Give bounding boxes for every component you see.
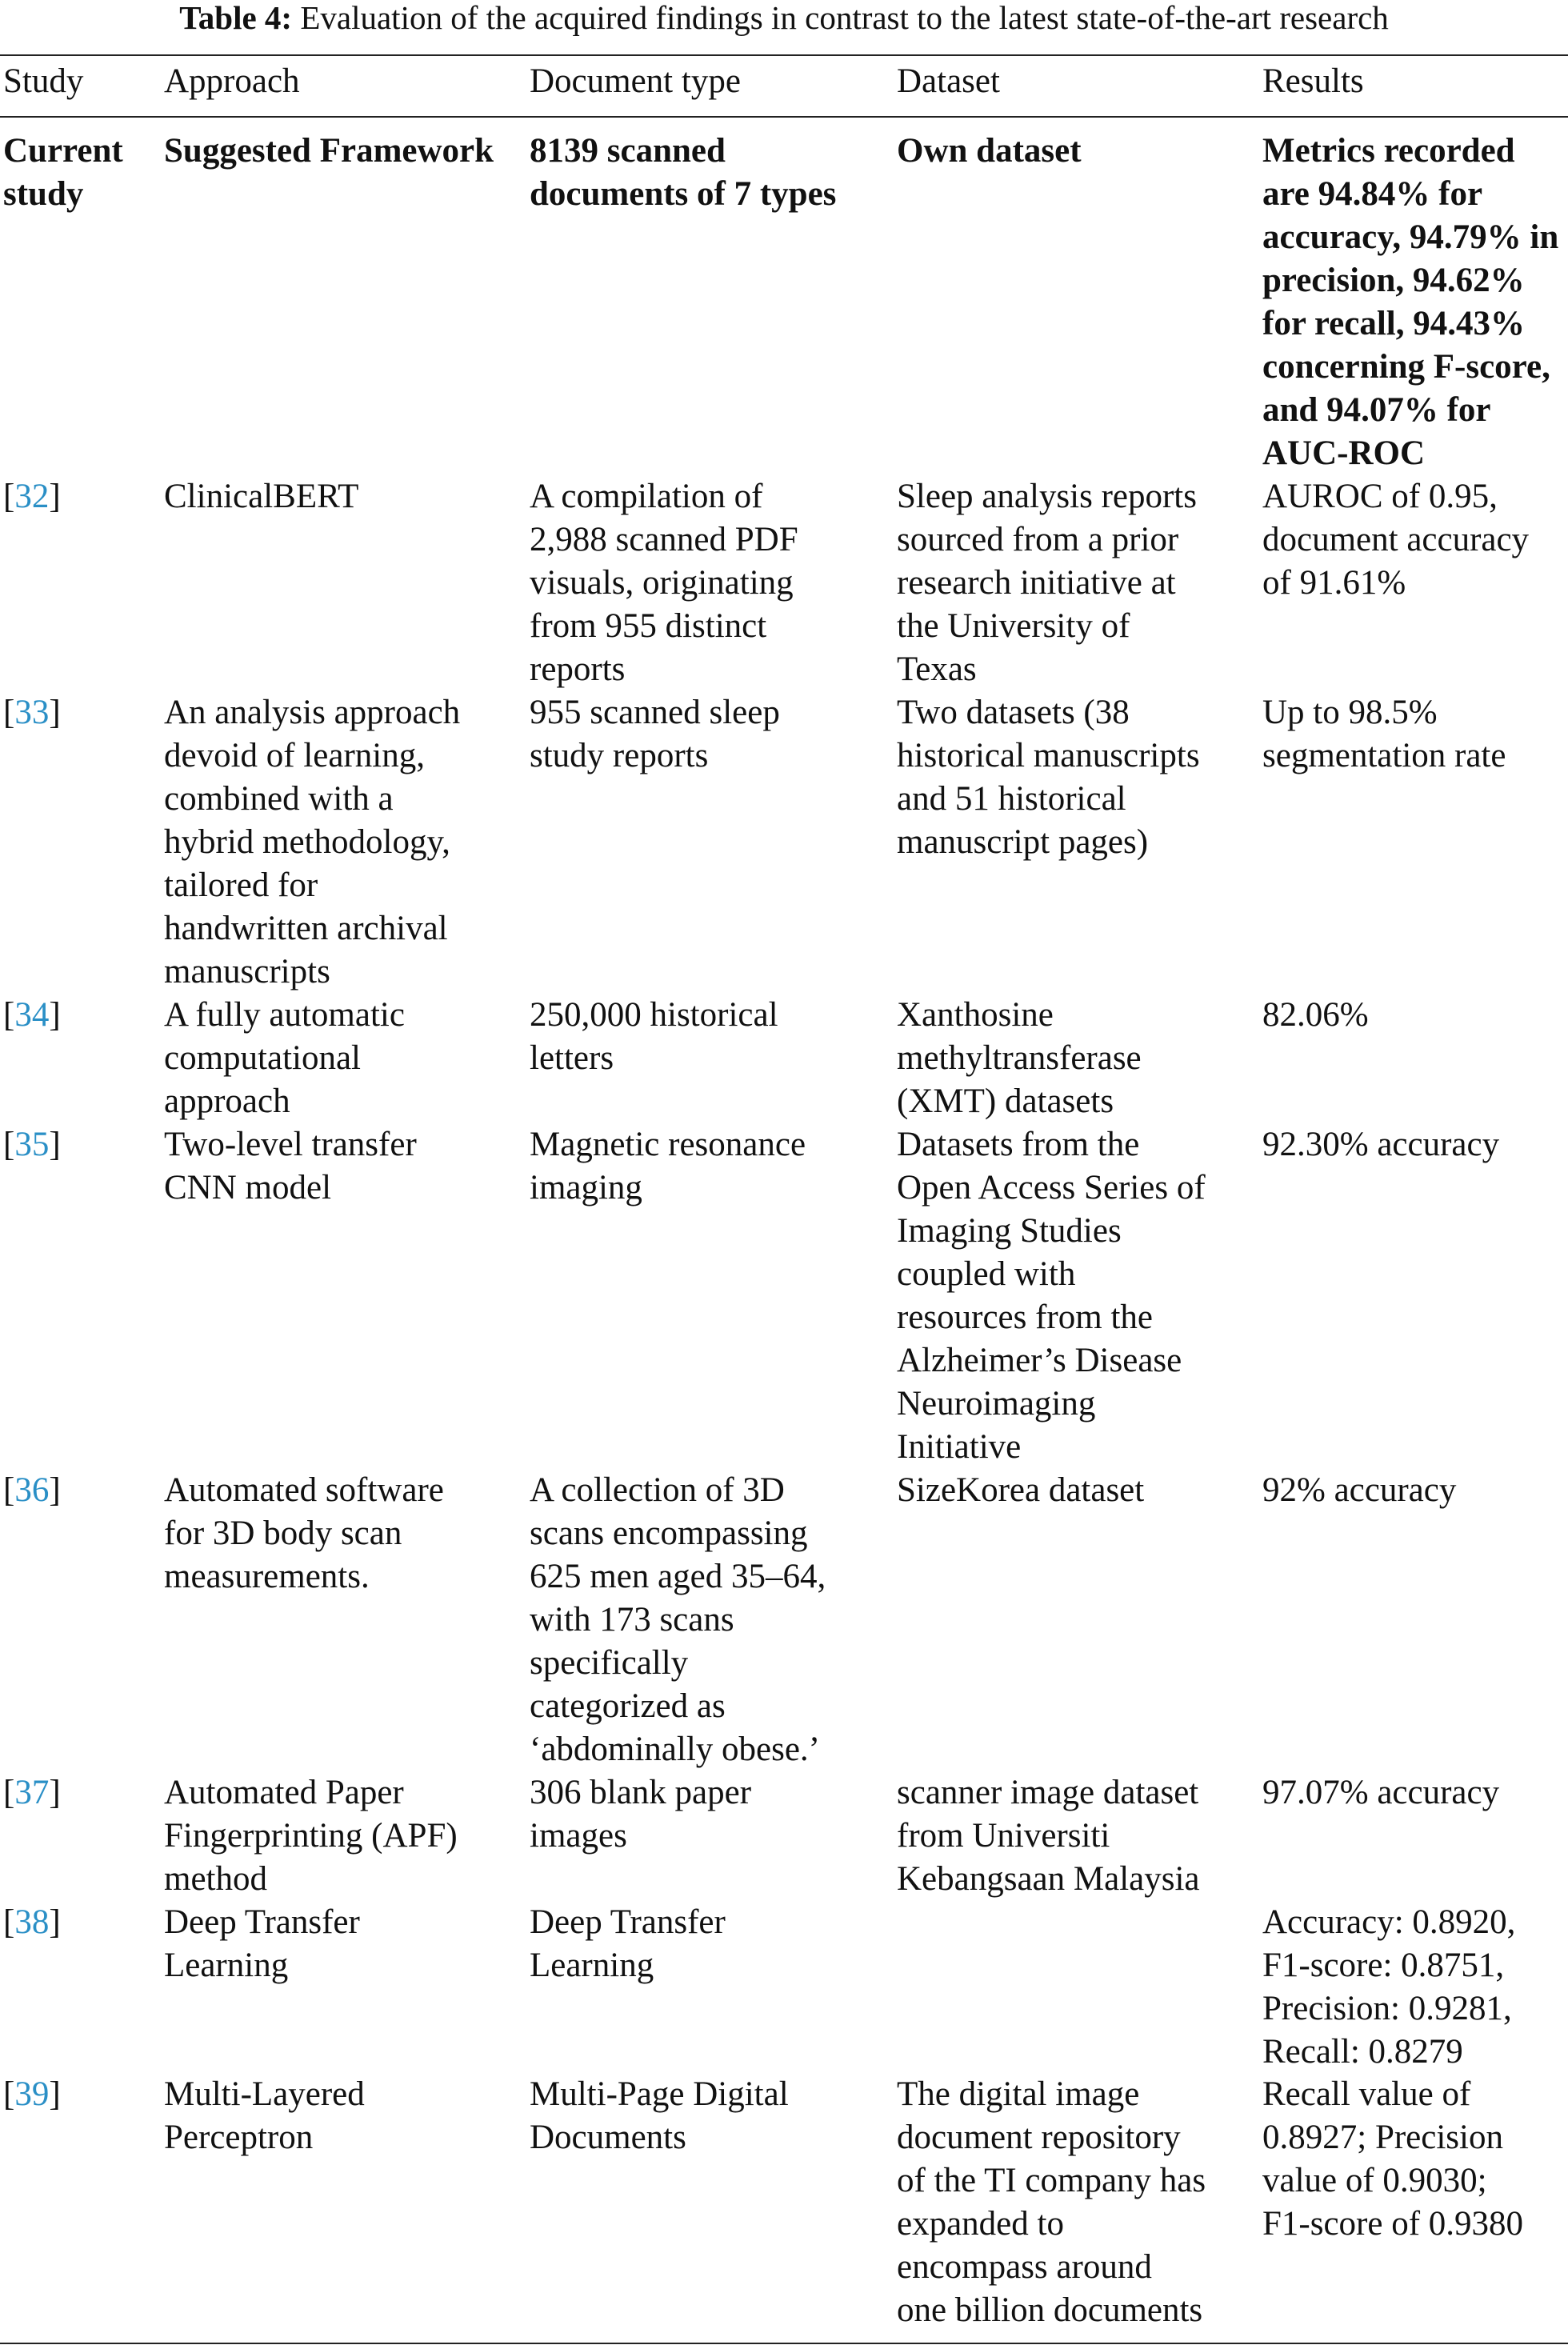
study-cell: [34] (3, 996, 61, 1034)
approach-cell: Automated software for 3D body scan measurements. (164, 1471, 444, 1595)
dataset-cell: Sleep analysis reports sourced from a prior research initiative at the University of Texas (897, 478, 1197, 688)
document-type-cell: Multi-Page Digital Documents (530, 2075, 789, 2156)
caption-label: Table 4: (179, 0, 293, 36)
reference-link[interactable]: 37 (14, 1774, 50, 1811)
reference-link[interactable]: 35 (14, 1126, 50, 1163)
results-cell: 92.30% accuracy (1262, 1126, 1500, 1163)
document-type-cell: 955 scanned sleep study reports (530, 694, 780, 774)
results-cell: Recall value of 0.8927; Precision value of 0.9030; F1-score of 0.9380 (1262, 2075, 1524, 2243)
study-cell: [39] (3, 2075, 61, 2113)
dataset-cell: The digital image document repository of the TI company has expanded to encompass around one billion documents (897, 2075, 1206, 2329)
study-cell: Current study (3, 132, 123, 213)
study-cell: [33] (3, 694, 61, 731)
approach-cell: Automated Paper Fingerprinting (APF) method (164, 1774, 458, 1898)
reference-link[interactable]: 34 (14, 996, 50, 1034)
results-cell: 92% accuracy (1262, 1471, 1457, 1509)
reference-link[interactable]: 36 (14, 1471, 50, 1509)
header-document-type: Document type (530, 62, 741, 100)
document-type-cell: Magnetic resonance imaging (530, 1126, 806, 1207)
approach-cell: ClinicalBERT (164, 478, 359, 515)
table-caption (0, 0, 1568, 35)
document-type-cell: 250,000 historical letters (530, 996, 778, 1077)
study-cell: [37] (3, 1774, 61, 1811)
study-cell: [36] (3, 1471, 61, 1509)
approach-cell: Deep Transfer Learning (164, 1903, 360, 1984)
results-cell: Metrics recorded are 94.84% for accuracy, 94.79% in precision, 94.62% for recall, 94.43% concerning F-score, and 94.07% for AUC-ROC (1262, 132, 1559, 472)
reference-link[interactable]: 38 (14, 1903, 50, 1941)
reference-link[interactable]: 33 (14, 694, 50, 731)
header-dataset: Dataset (897, 62, 1000, 100)
approach-cell: A fully automatic computational approach (164, 996, 405, 1120)
table-header (0, 59, 1568, 112)
study-cell: [32] (3, 478, 61, 515)
approach-cell: Two-level transfer CNN model (164, 1126, 417, 1207)
study-cell: [35] (3, 1126, 61, 1163)
dataset-cell: Two datasets (38 historical manuscripts and 51 historical manuscript pages) (897, 694, 1200, 861)
results-cell: AUROC of 0.95, document accuracy of 91.61% (1262, 478, 1530, 602)
document-type-cell: A compilation of 2,988 scanned PDF visuals, originating from 955 distinct reports (530, 478, 798, 688)
dataset-cell: Xanthosine methyltransferase (XMT) datasets (897, 996, 1142, 1120)
header-results: Results (1262, 62, 1364, 100)
reference-link[interactable]: 39 (14, 2075, 50, 2113)
results-cell: 82.06% (1262, 996, 1369, 1034)
results-cell: Accuracy: 0.8920, F1-score: 0.8751, Precision: 0.9281, Recall: 0.8279 (1262, 1903, 1516, 2071)
document-type-cell: 8139 scanned documents of 7 types (530, 132, 837, 213)
document-type-cell: A collection of 3D scans encompassing 625 men aged 35–64, with 173 scans specifically categorized as ‘abdominally obese.’ (530, 1471, 826, 1768)
bottom-rule (0, 2343, 1568, 2344)
caption-text: Evaluation of the acquired findings in contrast to the latest state-of-the-art research (300, 0, 1389, 36)
document-type-cell: 306 blank paper images (530, 1774, 752, 1855)
results-cell: Up to 98.5% segmentation rate (1262, 694, 1506, 774)
results-cell: 97.07% accuracy (1262, 1774, 1500, 1811)
approach-cell: Suggested Framework (164, 132, 494, 170)
dataset-cell: scanner image dataset from Universiti Kebangsaan Malaysia (897, 1774, 1200, 1898)
dataset-cell: Own dataset (897, 132, 1082, 170)
dataset-cell: Datasets from the Open Access Series of Imaging Studies coupled with resources from the Alzheimer’s Disease Neuroimaging Initiative (897, 1126, 1206, 1466)
document-type-cell: Deep Transfer Learning (530, 1903, 726, 1984)
dataset-cell: SizeKorea dataset (897, 1471, 1145, 1509)
header-approach: Approach (164, 62, 300, 100)
reference-link[interactable]: 32 (14, 478, 50, 515)
top-rule (0, 54, 1568, 56)
header-study: Study (3, 62, 84, 100)
approach-cell: Multi-Layered Perceptron (164, 2075, 365, 2156)
approach-cell: An analysis approach devoid of learning, combined with a hybrid methodology, tailored for handwritten archival manuscripts (164, 694, 461, 990)
header-rule (0, 116, 1568, 118)
study-cell: [38] (3, 1903, 61, 1941)
